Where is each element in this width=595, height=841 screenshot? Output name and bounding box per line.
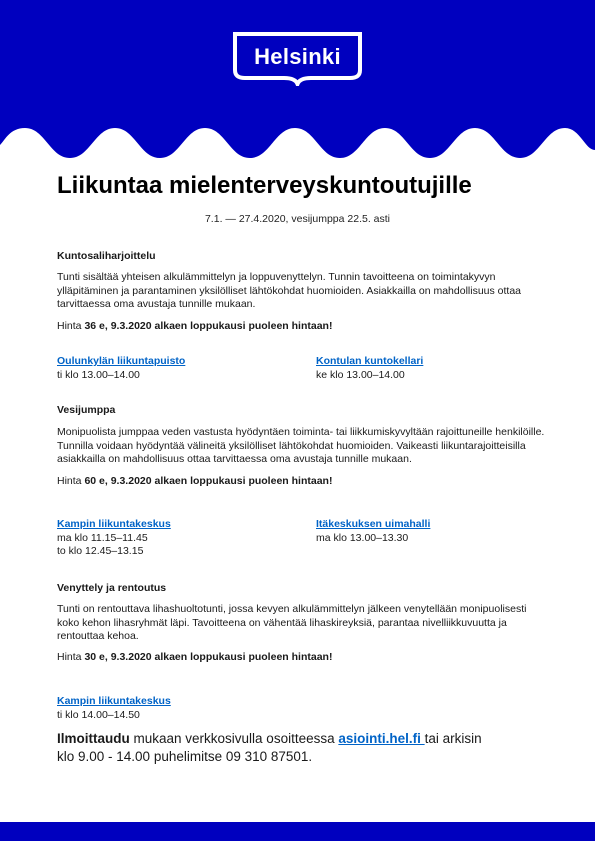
location-time: ti klo 14.00–14.50 — [57, 708, 140, 721]
section-heading-stretch: Venyttely ja rentoutus — [57, 582, 167, 594]
location-link[interactable]: Kontulan kuntokellari — [316, 355, 424, 367]
location-time: ma klo 11.15–11.45 — [57, 531, 148, 544]
location-time: ti klo 13.00–14.00 — [57, 368, 140, 381]
section-price-water: Hinta 60 e, 9.3.2020 alkaen loppukausi puoleen hintaan! — [57, 475, 333, 487]
helsinki-logo — [231, 30, 364, 86]
location-link[interactable]: Kampin liikuntakeskus — [57, 695, 171, 707]
location-kamppi-stretch — [57, 695, 287, 722]
section-heading-water: Vesijumppa — [57, 404, 116, 416]
location-itakeskus — [316, 518, 546, 545]
logo-text: Helsinki — [254, 44, 341, 69]
registration-link[interactable]: asiointi.hel.fi — [338, 731, 425, 746]
location-kamppi — [57, 518, 287, 559]
location-time: to klo 12.45–13.15 — [57, 545, 144, 557]
section-body-stretch: Tunti on rentouttava lihashuoltotunti, jossa kevyen alkulämmittelyn jälkeen venytellään monipuolisesti koko kehon lihasryhmät läpi. Tavoitteena on vähentää lihaskireyksiä, parantaa nivelliikkuvuutta ja rentouttaa kehoa. — [57, 603, 527, 642]
section-price-gym: Hinta 36 e, 9.3.2020 alkaen loppukausi puoleen hintaan! — [57, 320, 333, 332]
date-range: 7.1. — 27.4.2020, vesijumppa 22.5. asti — [204, 213, 391, 225]
section-heading-gym: Kuntosaliharjoittelu — [57, 250, 156, 262]
location-link[interactable]: Itäkeskuksen uimahalli — [316, 518, 431, 530]
section-body-gym: Tunti sisältää yhteisen alkulämmittelyn ja loppuvenyttelyn. Tunnin tavoitteena on toimintakyvyn ylläpitäminen ja parantaminen yksilölliset lähtökohdat huomioiden. Asiakkailla on mahdollisuus ottaa tarvittaessa oma avustaja tunnille mukaan. — [57, 271, 522, 310]
location-oulunkyla — [57, 355, 287, 382]
footer-bar — [0, 822, 595, 841]
registration-lead: Ilmoittaudu — [57, 731, 130, 746]
page-title: Liikuntaa mielenterveyskuntoutujille — [57, 172, 472, 199]
section-body-water: Monipuolista jumppaa veden vastusta hyödyntäen toiminta- tai liikkumiskyvyltään rajoittuneille henkilöille. Tunnilla voidaan hyödyntää välineitä yksilölliset lähtökohdat huomioiden. Vaikeasti liikuntarajoitteisilla asiakkailla on mahdollisuus ottaa tarvittaessa oma avustaja tunnille mukaan. — [57, 426, 545, 465]
location-time: ma klo 13.00–13.30 — [316, 531, 409, 544]
registration-info: Ilmoittaudu mukaan verkkosivulla osoitteessa asiointi.hel.fi tai arkisin klo 9.00 - 14.00 puhelimitse 09 310 87501. — [57, 731, 482, 764]
section-price-stretch: Hinta 30 e, 9.3.2020 alkaen loppukausi puoleen hintaan! — [57, 651, 333, 663]
location-time: ke klo 13.00–14.00 — [316, 368, 405, 381]
location-kontula — [316, 355, 546, 382]
location-link[interactable]: Kampin liikuntakeskus — [57, 518, 171, 530]
location-link[interactable]: Oulunkylän liikuntapuisto — [57, 355, 186, 367]
